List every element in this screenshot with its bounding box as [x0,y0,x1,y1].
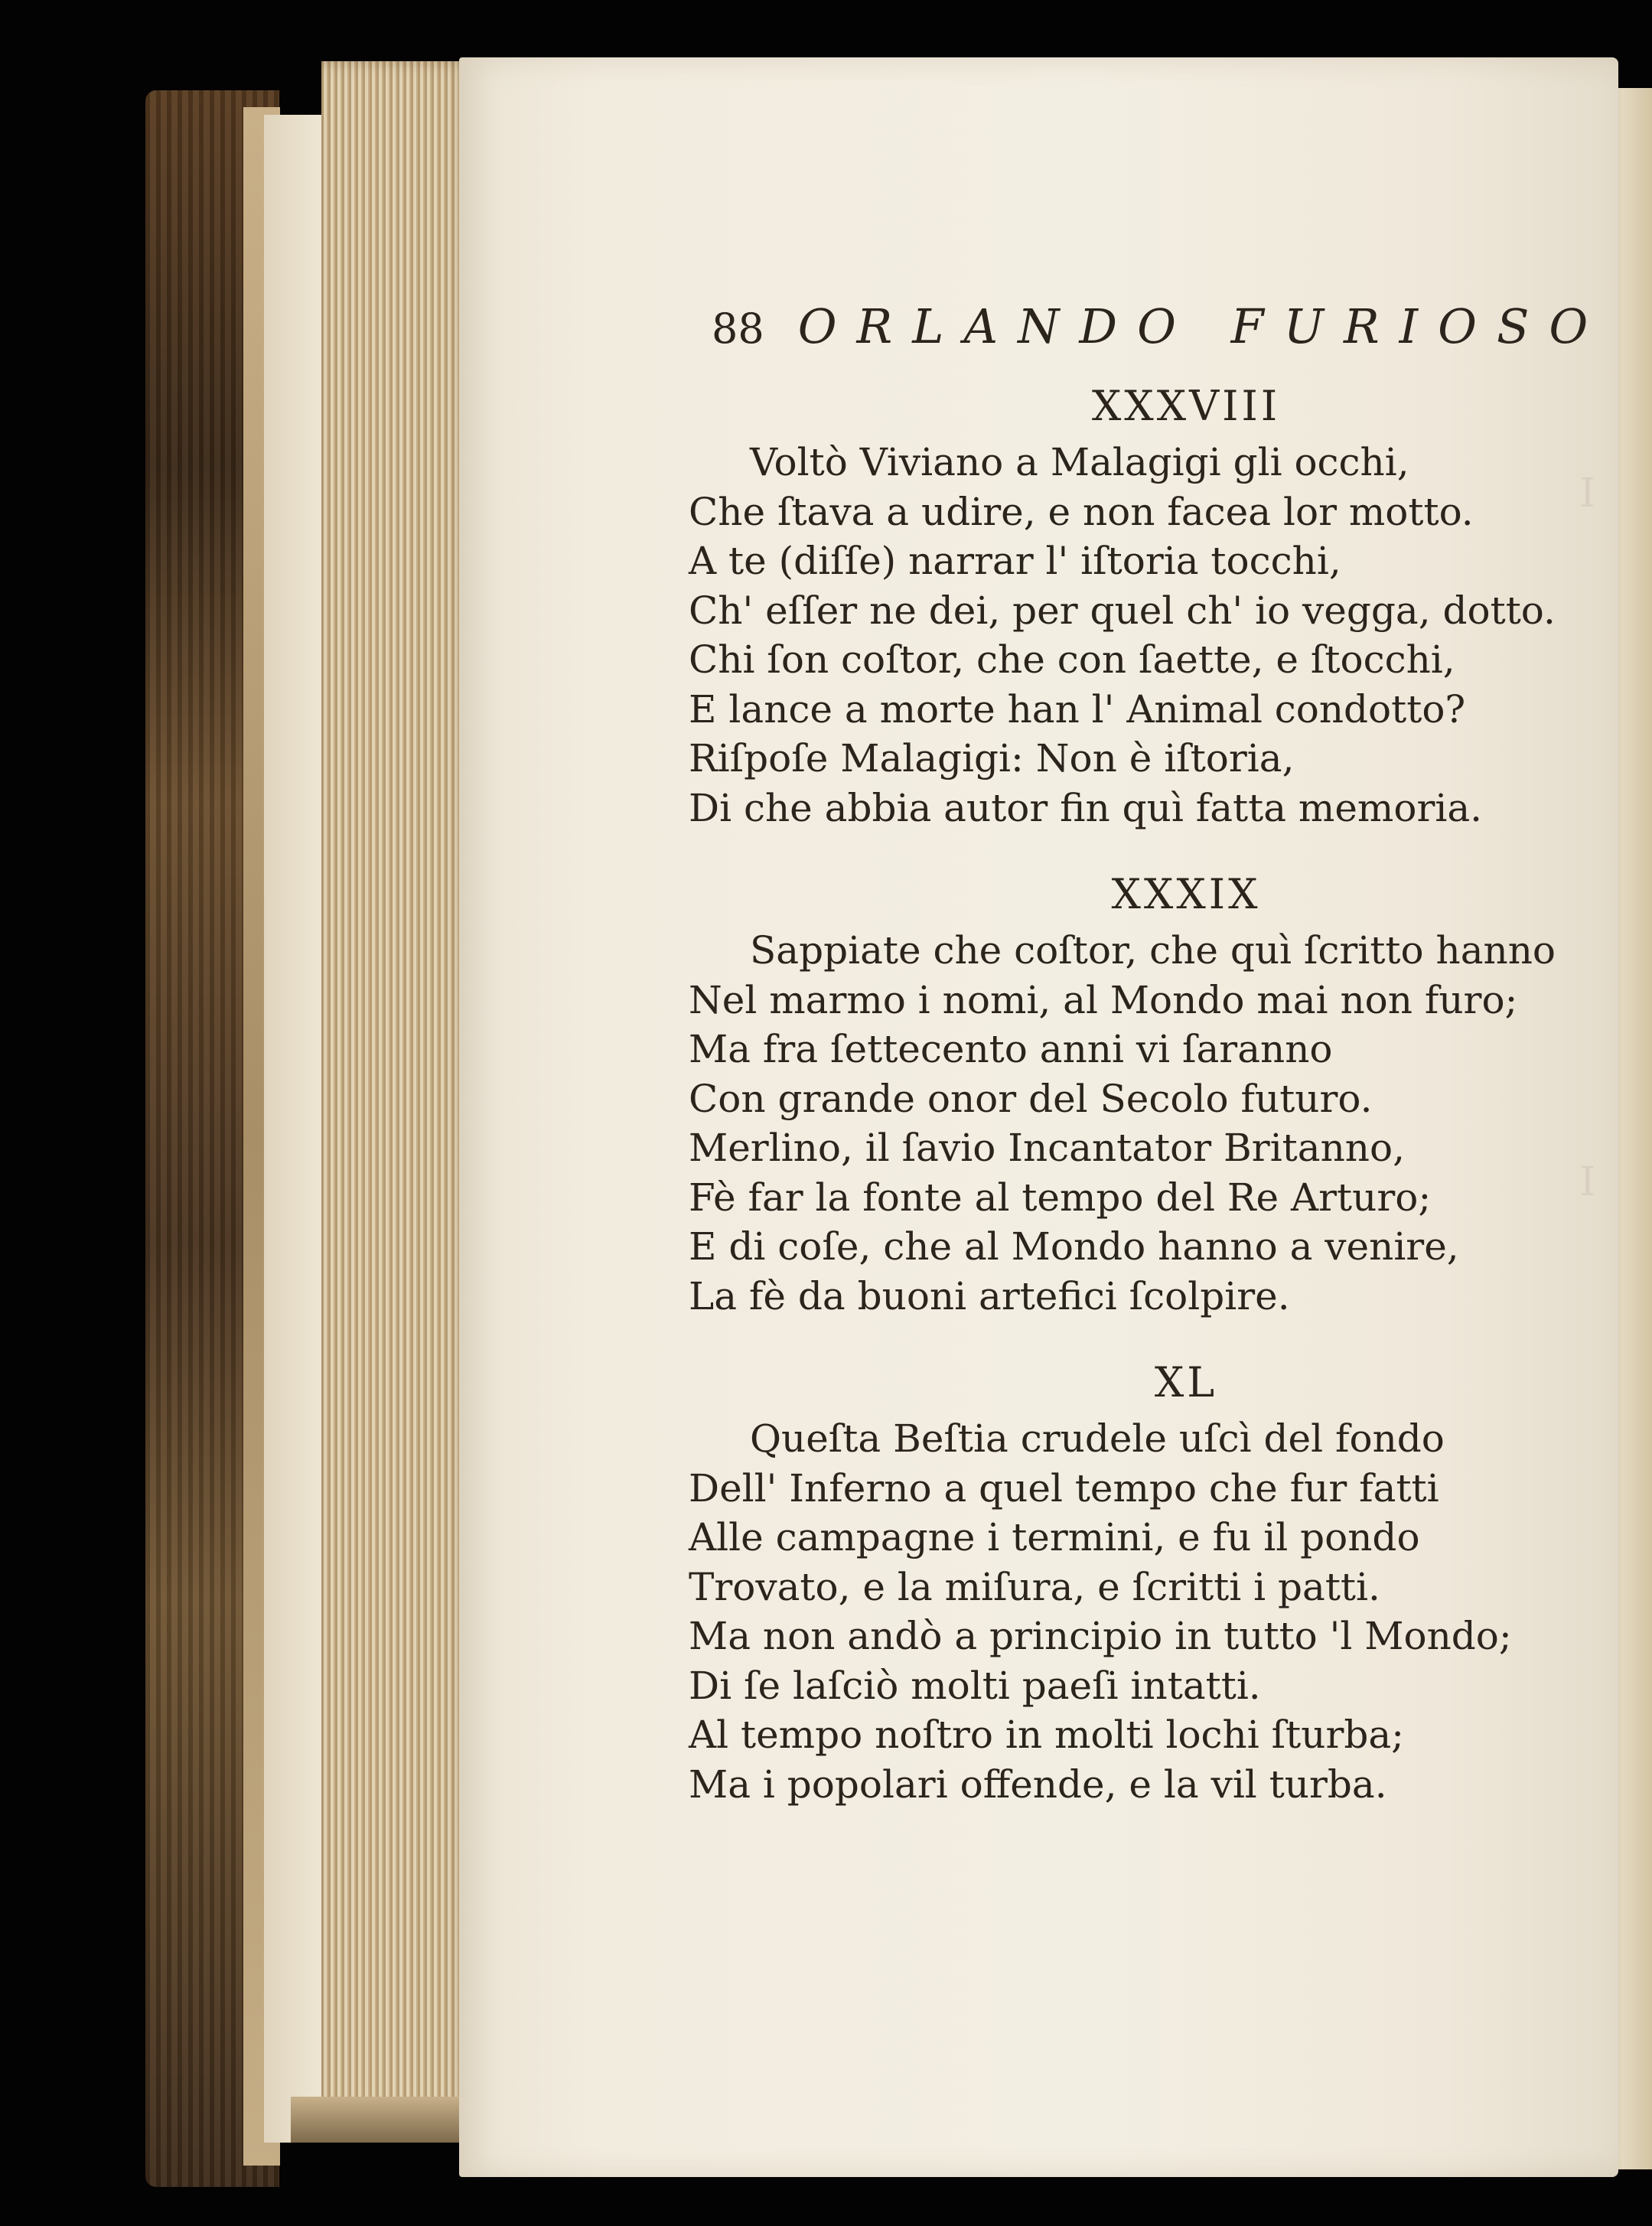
verse-line: Che ſtava a udire, e non facea lor motto. [689,489,1474,534]
verse-line: Ma fra ſettecento anni vi ſaranno [689,1027,1333,1071]
page-block-edges [321,61,471,2120]
page-text [689,298,1608,1840]
stanza [689,375,1576,833]
verse-line: Voltò Viviano a Malagigi gli occhi, [750,440,1409,484]
verse-line: Merlino, il ſavio Incantator Britanno, [689,1126,1405,1170]
page-block-bottom [291,2097,474,2143]
verse-line: Ma non andò a principio in tutto 'l Mondo; [689,1614,1512,1658]
show-through-text: I [1579,471,1595,517]
verse-line: Al tempo noſtro in molti lochi ſturba; [689,1713,1405,1757]
stanza-number: XXXIX [1111,870,1261,918]
stanza-number: XL [1154,1358,1218,1406]
verse-line: Nel marmo i nomi, al Mondo mai non furo; [689,977,1518,1022]
stanza [689,1351,1576,1809]
running-head [712,298,1608,375]
verse-line: E lance a morte han l' Animal condotto? [689,686,1466,732]
verse-line: Queſta Beſtia crudele uſcì del fondo [750,1416,1445,1461]
stanza [689,863,1576,1321]
verse-line: Riſpoſe Malagigi: Non è iſtoria, [689,736,1295,781]
verse-line: Sappiate che coſtor, che quì ſcritto hanno [750,928,1556,973]
page-number: 88 [712,305,764,353]
verse-line: La fè da buoni artefici ſcolpire. [689,1273,1290,1318]
verse-line: Alle campagne i termini, e fu il pondo [689,1515,1420,1560]
verse-line: Con grande onor del Secolo futuro. [689,1076,1373,1121]
verse-line: Fè far la fonte al tempo del Re Arturo; [689,1175,1432,1220]
verse-line: A te (diſſe) narrar l' iſtoria tocchi, [689,539,1341,583]
verse-line: Chi ſon coſtor, che con ſaette, e ſtocchi, [689,637,1455,682]
stanza-number: XXXVIII [1091,382,1281,430]
verse-line: Di ſe laſciò molti paeſi intatti. [689,1663,1261,1708]
verse-line: Di che abbia autor fin quì fatta memoria. [689,785,1483,830]
verse-line: Ma i popolari offende, e la vil turba. [689,1762,1387,1807]
verse-line: Dell' Inferno a quel tempo che fur fatti [689,1465,1439,1511]
show-through-text: I [1579,1159,1595,1205]
verse-line: E di coſe, che al Mondo hanno a venire, [689,1224,1459,1269]
book-title: ORLANDO FURIOSO [797,298,1608,354]
verse-line: Ch' eſſer ne dei, per quel ch' io vegga, dotto. [689,588,1556,633]
verse-line: Trovato, e la miſura, e ſcritti i patti. [689,1564,1380,1609]
